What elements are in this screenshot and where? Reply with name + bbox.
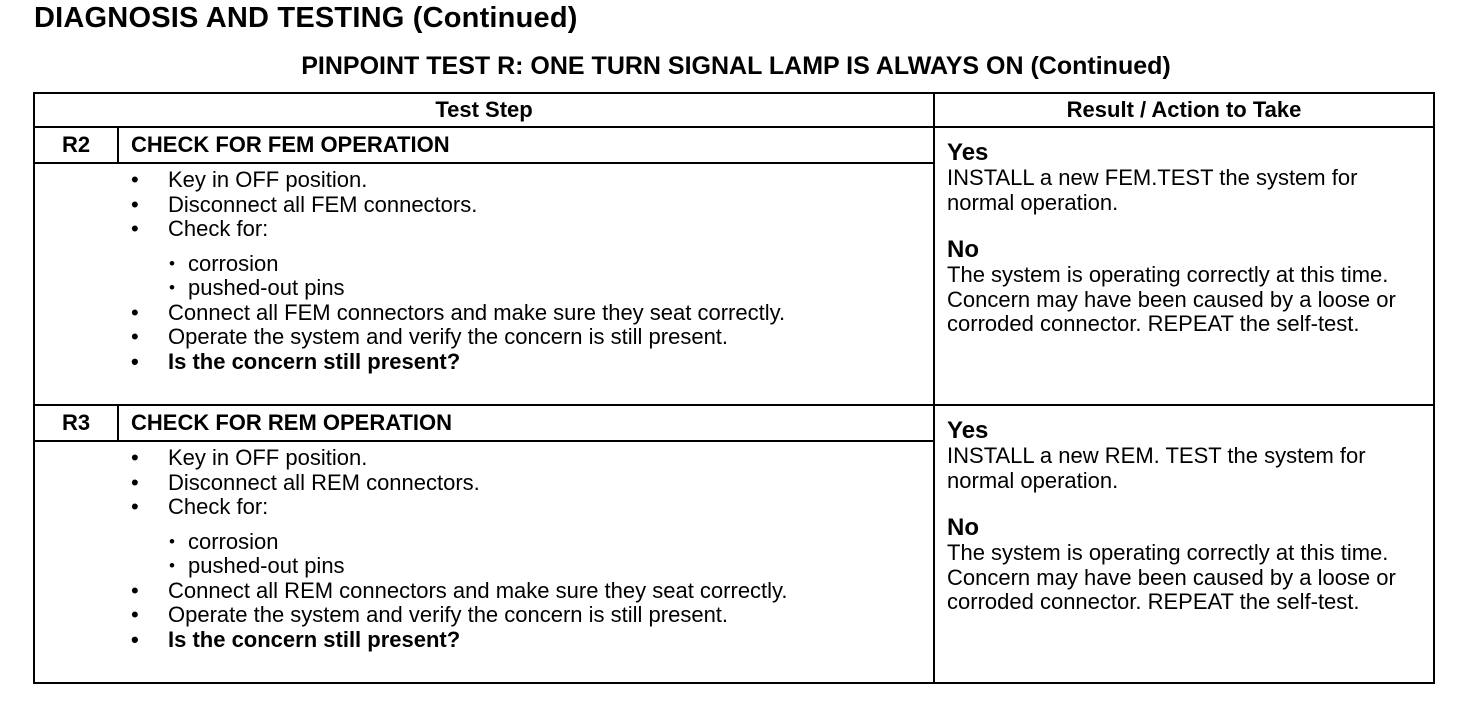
list-item: • pushed-out pins: [35, 276, 933, 301]
result-yes-text: INSTALL a new REM. TEST the system for normal operation.: [947, 443, 1366, 493]
step-title: CHECK FOR FEM OPERATION: [118, 127, 934, 163]
list-item: • corrosion: [35, 530, 933, 555]
table-header-row: [34, 93, 1434, 127]
list-item: • pushed-out pins: [35, 554, 933, 579]
list-item: • Connect all REM connectors and make sure they seat correctly.: [35, 579, 933, 604]
list-item: • Check for:: [35, 495, 933, 520]
result-yes-text: INSTALL a new FEM.TEST the system for normal operation.: [947, 165, 1358, 215]
step-title: CHECK FOR REM OPERATION: [118, 405, 934, 441]
step-r2-heading-row: [34, 127, 1434, 163]
list-item: • Operate the system and verify the concern is still present.: [35, 603, 933, 628]
list-item: • Key in OFF position.: [35, 446, 933, 471]
result-no-text: The system is operating correctly at this time. Concern may have been caused by a loose or corroded connector. REPEAT the self-test.: [947, 262, 1396, 336]
step-r2-instructions: [34, 163, 934, 405]
pinpoint-test-table: [33, 92, 1435, 684]
step-r3-result-cell: [934, 405, 1434, 683]
list-item: • Key in OFF position.: [35, 168, 933, 193]
step-r2-result-cell: [934, 127, 1434, 405]
list-item: • Disconnect all FEM connectors.: [35, 193, 933, 218]
step-r3-heading-row: [34, 405, 1434, 441]
list-item: • Connect all FEM connectors and make sure they seat correctly.: [35, 301, 933, 326]
column-header-test-step: Test Step: [34, 93, 934, 127]
page-heading: DIAGNOSIS AND TESTING (Continued): [34, 2, 578, 34]
result-no-label: No: [947, 514, 980, 541]
result-no-label: No: [947, 236, 980, 263]
check-for-sublist: [35, 252, 933, 301]
check-for-sublist: [35, 530, 933, 579]
question-item: • Is the concern still present?: [35, 350, 933, 375]
result-yes-label: Yes: [947, 417, 989, 444]
result-no-text: The system is operating correctly at this time. Concern may have been caused by a loose or corroded connector. REPEAT the self-test.: [947, 540, 1396, 614]
result-yes-label: Yes: [947, 139, 989, 166]
step-id: R2: [34, 127, 118, 163]
step-id: R3: [34, 405, 118, 441]
column-header-result: Result / Action to Take: [934, 93, 1434, 127]
list-item: • Disconnect all REM connectors.: [35, 471, 933, 496]
question-item: • Is the concern still present?: [35, 628, 933, 653]
pinpoint-test-title: PINPOINT TEST R: ONE TURN SIGNAL LAMP IS ALWAYS ON (Continued): [301, 52, 1171, 80]
step-r3-instructions: [34, 441, 934, 683]
list-item: • corrosion: [35, 252, 933, 277]
list-item: • Check for:: [35, 217, 933, 242]
list-item: • Operate the system and verify the concern is still present.: [35, 325, 933, 350]
